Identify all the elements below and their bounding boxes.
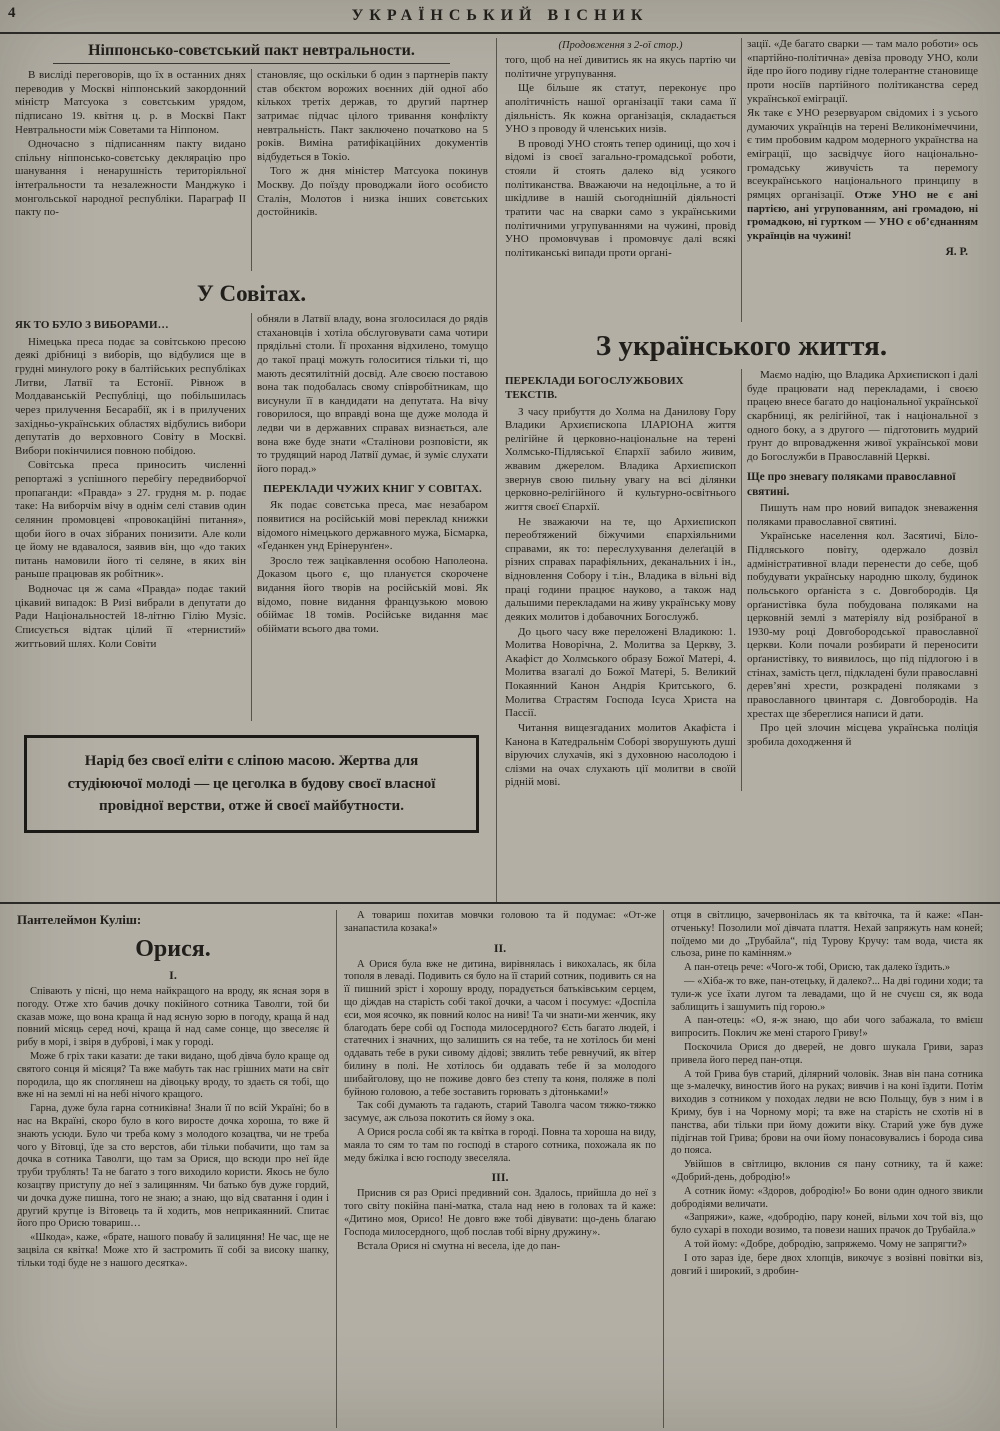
paragraph: Німецька преса подає за совітською пресою деякі дрібниці з виборів, що відбулися ще в грудні минулого року в балтійських республіках Литви, Латвії та Естонії. Рівнож в Молдаванській Республіці, що побільшилась через прилучення Бесарабії, як і в прилучених західньо-українських областях відбулись вибори депутатів до верховного Совіту в Москві. Вибори покінчилися повною побідою. (15, 335, 246, 457)
article-soviets-headline: У Совітах. (196, 281, 307, 306)
soviets-col2b-text (257, 499, 488, 636)
paragraph: Так собі думають та гадають, старий Таволга часом тяжко-тяжко засумує, аж сльоза покотить ся йому з ока. (344, 1100, 656, 1125)
paragraph: отця в світлицю, зачервонілась як та квіточка, та й каже: «Пан-отченьку! Позолили мої дівчата плаття. Нехай запряжуть нам коней; поїдемо ми до „Трубайла“, під Турову Кручу: там вода, чиста як сльоза, рине по камінням.» (671, 910, 983, 960)
story-section-3-numeral: ІІІ. (491, 1170, 509, 1185)
paragraph: Може б гріх таки казати: де таки видано, щоб дівча було краще од святого сонця й місяця? Та вже мабуть так нас грішних мати на світ породила, що як споглянеш на дівоцьку вроду, то здаєть ся тобі, що вже ні на землі ні на небі нічого кращого. (17, 1050, 329, 1101)
paragraph: Зросло теж зацікавлення особою Наполеона. Доказом цього є, що плануєтся скорочене видання його творів на російській мові. Як відомо, повне видання французькою мовою обіймає 18 томів. Російське видання має обіймати всього два томи. (257, 554, 488, 635)
soviets-col2-text (257, 313, 488, 477)
soviets-column-2 (252, 313, 493, 721)
story-section-1-numeral: І. (169, 968, 177, 982)
subhead-desecration: Ще про зневагу поляками православної святині. (747, 471, 956, 498)
half-divider-rule (496, 38, 497, 902)
uno-col2-text (747, 38, 978, 106)
paragraph: Пишуть нам про новий випадок зневаження поляками православної святині. (747, 502, 978, 528)
motto-box: Нарід без своєї еліти є сліпою масою. Жертва для студіюючої молоді — це цеголка в будову своєї власної провідної верстви, отже й своєї майбутности. (24, 735, 479, 833)
story-col2b-text (344, 959, 656, 1166)
paragraph: З часу прибуття до Холма на Данилову Гору Владики Архиєпископа ІЛАРІОНА життя релігійне й церковно-національне на терені Холмсько-Підляської Єпархії забило живим, жвавим джерелом. Владика Архиєпископ звернув свою пильну увагу на всі ділянки церковно-релігійного й культурно-освітнього життя своєї Єпархії. (505, 405, 736, 513)
story-section-2-numeral: ІІ. (493, 940, 507, 955)
masthead: УКРАЇНСЬКИЙ ВІСНИК (351, 7, 649, 24)
paragraph: Того ж дня міністер Матсуока покинув Москву. До поїзду проводжали його особисто Сталін, Молотов і низка інших совєтських достойників. (257, 165, 488, 219)
story-section (0, 904, 1000, 1428)
article-soviets (10, 281, 493, 721)
paragraph: Поскочила Орися до дверей, не довго шукала Гриви, зараз привела його перед пан-отця. (671, 1041, 983, 1066)
paragraph: Про цей злочин місцева українська поліція зробила доходження й (747, 722, 978, 748)
paragraph: Маємо надію, що Владика Архиєпископ і далі буде працювати над перекладами, і своєю працею внесе багато до національної української скарбниці, як релігійної, так і національної з одного боку, а з другого — підготовить мудрий ґрунт до впровадження живої української мови до Богослужби в Православній Церкві. (747, 369, 978, 463)
article-pact-headline: Ніппонсько-совєтський пакт невтральности. (88, 42, 415, 59)
paragraph: А Орися росла собі як та квітка в городі. Повна та хороша на виду, маяла то сям то там по господі в старого сотника, похожала як по меду бжілка і всю господу звеселяла. (344, 1126, 656, 1164)
paragraph: В висліді переговорів, що їх в останних днях переводив у Москві ніппонський закордонний міністр Матсуока з совєтським урядом, підписано 19. квітня ц. р. в Москві Пакт Невтральности між Советами та Ніппоном. (15, 69, 246, 136)
subhead-liturgical-translations: ПЕРЕКЛАДИ БОГОСЛУЖБОВИХ ТЕКСТІВ. (505, 375, 684, 401)
paragraph: Одночасно з підписанням пакту видано спільну ніппонсько-совєтську деклярацію про шанування і ненарушність територіяльної інтеґральности та незалежности Манджуко і монгольської народної республіки. Параграф II пакту по- (15, 138, 246, 219)
paragraph: Не зважаючи на те, що Архиєпископ переобтяжений біжучими єпархіяльними справами, як то: переслухування делеґацій в різних справах парафіяльних, деканальних і ін., відновлення Собору і т.ін., Владика в вільні від праці години працює науково, а також над дальшими перекладами на живу українську мову деяких молитов і добавочних Богослужб. (505, 515, 736, 623)
uno-column-1 (500, 38, 741, 322)
paragraph: І ото зараз іде, бере двох хлопців, викочує з возівні повітки віз, довгий і широкий, з дробин- (671, 1252, 983, 1277)
uno-column-2 (742, 38, 983, 322)
soviets-column-1 (10, 313, 251, 721)
uno-final-paragraph (747, 107, 978, 243)
paragraph: Співають у пісні, що нема найкращого на вроду, як ясная зоря в погоду. Отже хто бачив дочку покійного сотника Таволги, той би сказав може, що вона краща й над ясную зорю в погоду, краща й над повний місяць серед ночі, краща й над саме сонце, що звеселяє й рибу в морі, і звіря в дуброві, і мак у городі. (17, 986, 329, 1049)
right-columns (500, 38, 983, 902)
paragraph: того, щоб на неї дивитись як на якусь партію чи політичне угрупування. (505, 54, 736, 80)
life-col2-text (747, 369, 978, 464)
paragraph: «Шкода», каже, «брате, нашого повабу й залицяння! Не час, ще не зацвіла ся квітка! Може хто й застромить її собі за високу шапку, тільки тоді буде не з нашого десятка». (17, 1232, 329, 1269)
story-column-1 (10, 910, 336, 1428)
paragraph: А товариш похитав мовчки головою та й подумає: «От-же занапастила козака!» (344, 910, 656, 934)
paragraph: А Орися була вже не дитина, вирівнялась і викохалась, як біла тополя в леваді. Подивить ся було на її старий сотник, подивить ся на її пишний зріст і хорошу вроду, порадується батьківським серцем, що діждав на старість собі такої дочки, а часом і посумує: «Доспіла єси, моя ясочко, як повний колос на ниві! Та чи знати-ми женчик, яку благодать бере собі од Господа милосердного? Єсть багато людей, і статечних і значних, що залишить ся на тебе, та не хотілось би мені оддавать тебе в руки сивому дідові; звялить тебе ревнучий, як вітер билину в полі. Не хотілось би оддавать тебе й за молодого шибайголову, що не поживе довго без степу та коня, поляже в полі буйною головою, а тебе зоставить горювать з дітоньками!» (344, 958, 656, 1098)
paragraph: В проводі УНО стоять тепер одиниці, що хоч і відомі із своєї загально-громадської роботи, стояли й стоять далеко від усякого політиканства. Вважаючи на недоцільне, а то й шкідливе в нашій сьогоднішній діяльності тратити час на сварки само з українськими політичними угрупуваннями на чужині, провід УНО промовчував і промовчує далі всякі політиканські випади проти органі- (505, 137, 736, 259)
article-ukrainian-life (500, 330, 983, 791)
story-col2c-text (344, 1188, 656, 1253)
life-column-2 (742, 369, 983, 791)
pact-column-2 (252, 69, 493, 271)
paragraph: А той Грива був старий, ділярний чоловік. Знав він пана сотника ще з-малечку, виностив його на руках; вивчив і на коні їздити. Потім виходив з сотником у походах ледви не всю Польщу, був з ним і в Криму, був і на Чорному морі; та вже на старість не схотів ні в панства, аби тільки при йому дожити віку. Старий уже був дуже підігнав той Грива; брови на очи йому понасовувались і борода сива до пояса. (671, 1068, 983, 1157)
paragraph: Увійшов в світлицю, вклонив ся пану сотнику, та й каже: «Добрий-день, добродію!» (671, 1159, 983, 1183)
story-col1-text (17, 986, 329, 1271)
story-title: Орися. (135, 936, 211, 962)
paragraph: А сотник йому: «Здоров, добродію!» Бо вони один одного звикли добродіями величати. (671, 1185, 983, 1210)
paragraph: Ще більше як статут, переконує про аполітичність нашої організації таки сама її діяльність. Як кожна організація, складається УНО з проводу й членських низів. (505, 82, 736, 136)
subhead-foreign-books: ПЕРЕКЛАДИ ЧУЖИХ КНИГ У СОВІТАХ. (263, 482, 482, 495)
story-column-2 (337, 910, 663, 1428)
paragraph: А той йому: «Добре, добродію, запряжемо. Чому не запрягти?» (684, 1238, 968, 1250)
top-section (0, 34, 1000, 902)
life-col2b-text (747, 502, 978, 749)
author-signature: Я. Р. (945, 246, 968, 259)
left-columns (10, 38, 493, 902)
paragraph: Приснив ся раз Орисі предивний сон. Здалось, прийшла до неї з того світу покійна пані-матка, стала над нею в головах та й каже: «Дитино моя, Орисо! Не довго вже тобі дівувати: що-день благаю Господа милосердного, щоб послав тобі вірну дружину». (344, 1188, 656, 1238)
life-col1-text (505, 406, 736, 791)
uno-bold-statement: Отже УНО не є ані партією, ані угрупованням, ані громадою, ні громадкою, ні гуртком — УНО є об’єднанням українців на чужині! (747, 188, 978, 242)
subhead-elections: ЯК ТО БУЛО З ВИБОРАМИ… (15, 319, 169, 331)
paragraph: А пан-отець рече: «Чого-ж тобі, Орисю, так далеко їздить.» (684, 962, 951, 974)
paragraph: Совітська преса приносить численні репортажі з успішного перебігу передвиборчої пропаганди: «Правда» з 27. грудня м. р. подає таке: На виборчім вічу в однім селі ставив один селянин промовцеві «провокаційні питання», щоби його в очах зібраних понизити. Але коли це йому не вдавалося, заявив він, що «до таких питань намовили його ті селяне, в яких він раньше працював як робітник». (15, 459, 246, 581)
paragraph: Встала Орися ні смутна ні весела, іде до пан- (357, 1240, 561, 1252)
paragraph: Українське населення кол. Засятичі, Біло-Підляського повіту, одержало дозвіл адміністративної влади перенести до себе, щоб побудувати українську народню школу, будинок польського орґаніста з с. Довгобородів. Ця орґанистівка була побудована поляками на церковній землі з матеріялу від розібраної в 1930-му році Довгобородської православної церкви. Коли почали розбирати й переносити орґанистівку, то виявилось, що під підлогою і в стінах, замість цегл, підкладені були православні дерев’яні хрести, розкрадені поляками з православного цвинтаря с. Довгобородів. На хрестах ще збереглися написи й дати. (747, 530, 978, 720)
story-col3-text (671, 910, 983, 1278)
headline-underline-rule (53, 63, 449, 64)
paragraph: Гарна, дуже була гарна сотниківна! Знали її по всій Україні; бо в нас на Вкраїні, скоро було в кого виросте дочка хороша, то вже й знають усюди. Було чи треба кому з молодого козацтва, чи не треба чого у Вітовці, їде за сто верстов, аби тільки побачити, що там за дочка в сотника Таволги, що там за Орися, що всюди про неї йде труби трублять! Та не багато з того виходило користи. Якось не було козацтву приступу до неї з залицянням. Чи батько був дуже гордий, чи дочка дуже пишна, того не знаю; а знаю, що від сватання і один і другий крутце із Вітовець та й ходить, мов неприкаянний. Спитає його про Орисю товариш… (17, 1103, 329, 1230)
paragraph: зації. «Де багато сварки — там мало роботи» ось «партійно-політична» девіза проводу УНО, коли йде про його подиву гідне толерантне становище проти носіїв партійного політиканства серед української еміграції. (747, 38, 978, 105)
paragraph: До цього часу вже переложені Владикою: 1. Молитва Новорічна, 2. Молитва за Церкву, 3. Акафіст до Холмського образу Божої Матері, 4. Молитва взагалі до Божої Матері, 5. Великий Покаянний Канон Андрія Критського, 6. Молитва Страстям Господа Ісуса Христа на Пассії. (505, 625, 736, 720)
paragraph: становляє, що оскільки б один з партнерів пакту став обєктом ворожих воєнних дій одної або кількох третіх держав, то другий партнер затримає підчас цілого тривання конфлікту невтральність. Пакт заключено початково на 5 років. Виміна ратифікаційних документів відбудеться в Токіо. (257, 69, 488, 163)
continued-from-note: (Продовження з 2-ої стор.) (558, 40, 683, 51)
uno-final-text: Як таке є УНО резервуаром свідомих і з усього думаючих українців на терені Великонімеччини, є тим пробовим кадром модерного українства на еміграції, що засвідчує його національно-громадську живучість та перемогу всеукраїнського національного принципу в рямцях організації. (747, 107, 978, 201)
paragraph: Читання вищезгаданих молитов Акафіста і Канона в Катедральнім Соборі зворушують душі віруючих слухачів, які з духовною насолодою і слізми на очах слухають ції молитви в своїй рідній мові. (505, 721, 736, 789)
paragraph: «Запряжи», каже, «добродію, пару коней, вільми хоч той віз, що було сухарі в походи возимо, та повези наших прачок до Трубайла.» (671, 1212, 983, 1237)
soviets-col1-text (15, 336, 246, 651)
uno-col1-text (505, 54, 736, 260)
paragraph: Як подає совєтська преса, має незабаром появитися на російській мові переклад книжки відомого німецького державного мужа, Бісмарка, «Ґеданкен унд Ерінерунґен». (257, 499, 488, 553)
life-column-1 (500, 369, 741, 791)
article-pact (10, 38, 493, 271)
story-column-3 (664, 910, 990, 1428)
page-header (0, 0, 1000, 34)
paragraph: — «Хіба-ж то вже, пан-отецьку, й далеко?... На дві години ходи; та тули-ж усе їхати лугом та левадами, що й не счуєш ся, як вода заблищить і зашумить під горою.» (671, 975, 983, 1013)
story-col2a-text (344, 910, 656, 936)
pact-column-1 (10, 69, 251, 271)
article-uno-continuation (500, 38, 983, 322)
article-life-headline: З українського життя. (595, 330, 888, 362)
paragraph: обняли в Латвії владу, вона зголосилася до рядів стахановців і хотіла обслуговувати сама чотири прядільні столи. Її прохання відхилено, томущо до такої праці можуть голоситися тільки ті, що мають десятилітній досвід. Але своєю поставою вона так подобалась свому співробітникам, що висунули її в кандидати на депутата. На вічу говорилося, що вправді вона ще дуже молода й ледви чи в державних справах визнається, але вона вже буде знати «Сталінови розповісти, як то трудящий народ Латвії думає, й зуміє слухати його порад.» (257, 313, 488, 475)
paragraph: Водночас ця ж сама «Правда» подає такий цікавий випадок: В Ризі вибрали в депутати до Ради Національностей 18-літню Гілію Музіс. Списується відтак цілий її «тернистий» життьовий шлях. Коли Совіти (15, 583, 246, 650)
story-author: Пантелеймон Куліш: (17, 912, 142, 927)
page-number: 4 (8, 5, 16, 21)
paragraph: А пан-отець: «О, я-ж знаю, що аби чого забажала, то вмієш випросить. Поклич же мені старого Гриву!» (671, 1015, 983, 1040)
